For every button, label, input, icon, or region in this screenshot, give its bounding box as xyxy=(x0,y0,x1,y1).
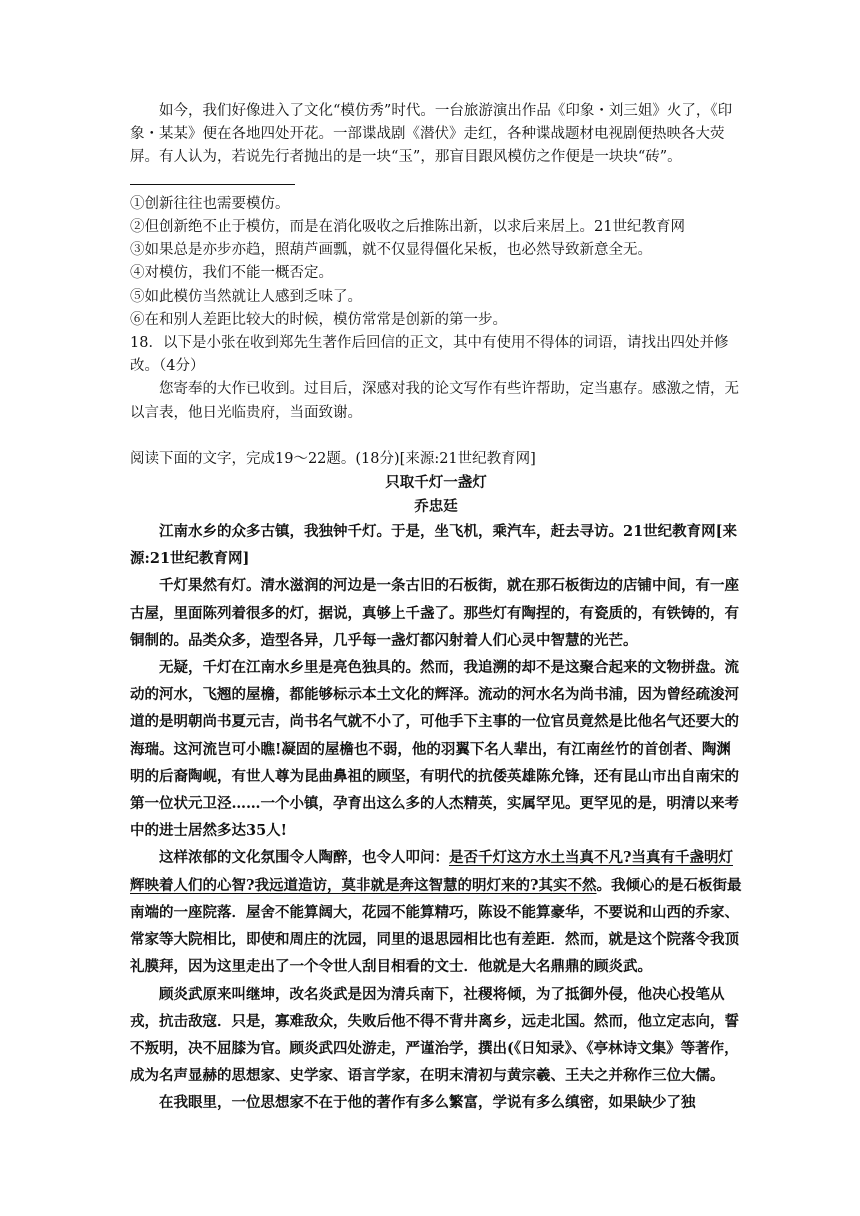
document-page xyxy=(130,100,742,1117)
q18-stem: 18．以下是小张在收到郑先生著作后回信的正文，其中有使用不得体的词语，请找出四处并修改。（4分） xyxy=(130,335,729,375)
spacer xyxy=(130,425,742,448)
paragraph-4-rest: 。我倾心的是石板街最南端的一座院落．屋舍不能算阔大，花园不能算精巧，陈设不能算豪华，不要说和山西的乔家、常家等大院相比，即使和周庄的沈园，同里的退思园相比也有差距．然而，就是这个院落令我顶礼膜拜，因为这里走出了一个令世人刮目相看的文士．他就是大名鼎鼎的顾炎武。 xyxy=(130,876,742,976)
q17-option-3: ③如果总是亦步亦趋，照葫芦画瓢，就不仅显得僵化呆板，也必然导致新意全无。 xyxy=(130,242,652,259)
answer-blank[interactable] xyxy=(130,170,295,185)
q17-option-2: ②但创新绝不止于模仿，而是在消化吸收之后推陈出新，以求后来居上。21世纪教育网 xyxy=(130,219,685,236)
article-title: 只取千灯一盏灯 xyxy=(385,474,487,492)
article-paragraph-4 xyxy=(130,844,742,980)
article-paragraph-6: 在我眼里，一位思想家不在于他的著作有多么繁富，学说有多么缜密，如果缺少了独 xyxy=(159,1094,696,1112)
article-paragraph-2: 千灯果然有灯。清水滋润的河边是一条古旧的石板街，就在那石板街边的店铺中间，有一座古屋，里面陈列着很多的灯，据说，真够上千盏了。那些灯有陶捏的，有瓷质的，有铁铸的，有铜制的。品类众多，造型各异，几乎每一盏灯都闪射着人们心灵中智慧的光芒。 xyxy=(130,577,739,649)
article-paragraph-3: 无疑，千灯在江南水乡里是亮色独具的。然而，我追溯的却不是这聚合起来的文物拼盘。流动的河水，飞翘的屋檐，都能够标示本土文化的辉泽。流动的河水名为尚书浦，因为曾经疏浚河道的是明朝尚书夏元吉，尚书名气就不小了，可他手下主事的一位官员竟然是比他名气还要大的海瑞。这河流岂可小瞧!凝固的屋檐也不弱，他的羽翼下名人辈出，有江南丝竹的首创者、陶渊明的后裔陶岘，有世人尊为昆曲鼻祖的顾坚，有明代的抗倭英雄陈允锋，还有昆山市出自南宋的第一位状元卫泾……一个小镇，孕育出这么多的人杰精英，实属罕见。更罕见的是，明清以来考中的进士居然多达35人! xyxy=(130,659,739,840)
article-paragraph-1: 江南水乡的众多古镇，我独钟千灯。于是，坐飞机，乘汽车，赶去寻访。21世纪教育网[来源:21世纪教育网] xyxy=(130,523,738,568)
q17-option-5: ⑤如此模仿当然就让人感到乏味了。 xyxy=(130,288,362,305)
q17-passage xyxy=(130,100,742,193)
q17-option-4: ④对模仿，我们不能一概否定。 xyxy=(130,265,333,282)
q18-letter: 您寄奉的大作已收到。过目后，深感对我的论文写作有些许帮助，定当惠存。感激之情，无以言表，他日光临贵府，当面致谢。 xyxy=(130,381,739,421)
underlined-sentence: 是否千灯这方水土当真不凡?当真有千盏明灯辉映着人们的心智?我远道造访，莫非就是奔这智慧的明灯来的?其实不然 xyxy=(130,849,733,894)
q17-option-6: ⑥在和别人差距比较大的时候，模仿常常是创新的第一步。 xyxy=(130,311,507,328)
paragraph-4-lead: 这样浓郁的文化氛围令人陶醉，也令人叩问： xyxy=(159,849,449,867)
reading-instruction: 阅读下面的文字，完成19～22题。(18分)[来源:21世纪教育网] xyxy=(130,450,536,467)
article-paragraph-5: 顾炎武原来叫继坤，改名炎武是因为清兵南下，社稷将倾，为了抵御外侵，他决心投笔从戎，抗击敌寇．只是，寡难敌众，失败后他不得不背井离乡，远走北国。然而，他立定志向，誓不叛明，决不屈膝为官。顾炎武四处游走，严谨治学，撰出(《日知录》、《亭林诗文集》等著作，成为名声显赫的思想家、史学家、语言学家，在明末清初与黄宗羲、王夫之并称作三位大儒。 xyxy=(130,985,739,1085)
q17-passage-text: 如今，我们好像进入了文化“模仿秀”时代。一台旅游演出作品《印象・刘三姐》火了，《印象・某某》便在各地四处开花。一部谍战剧《潜伏》走红，各种谍战题材电视剧便热映各大荧屏。有人认为，若说先行者抛出的是一块“玉”，那盲目跟风模仿之作便是一块块“砖”。 xyxy=(130,103,733,166)
article-author: 乔忠廷 xyxy=(414,497,458,515)
q17-option-1: ①创新往往也需要模仿。 xyxy=(130,195,290,212)
